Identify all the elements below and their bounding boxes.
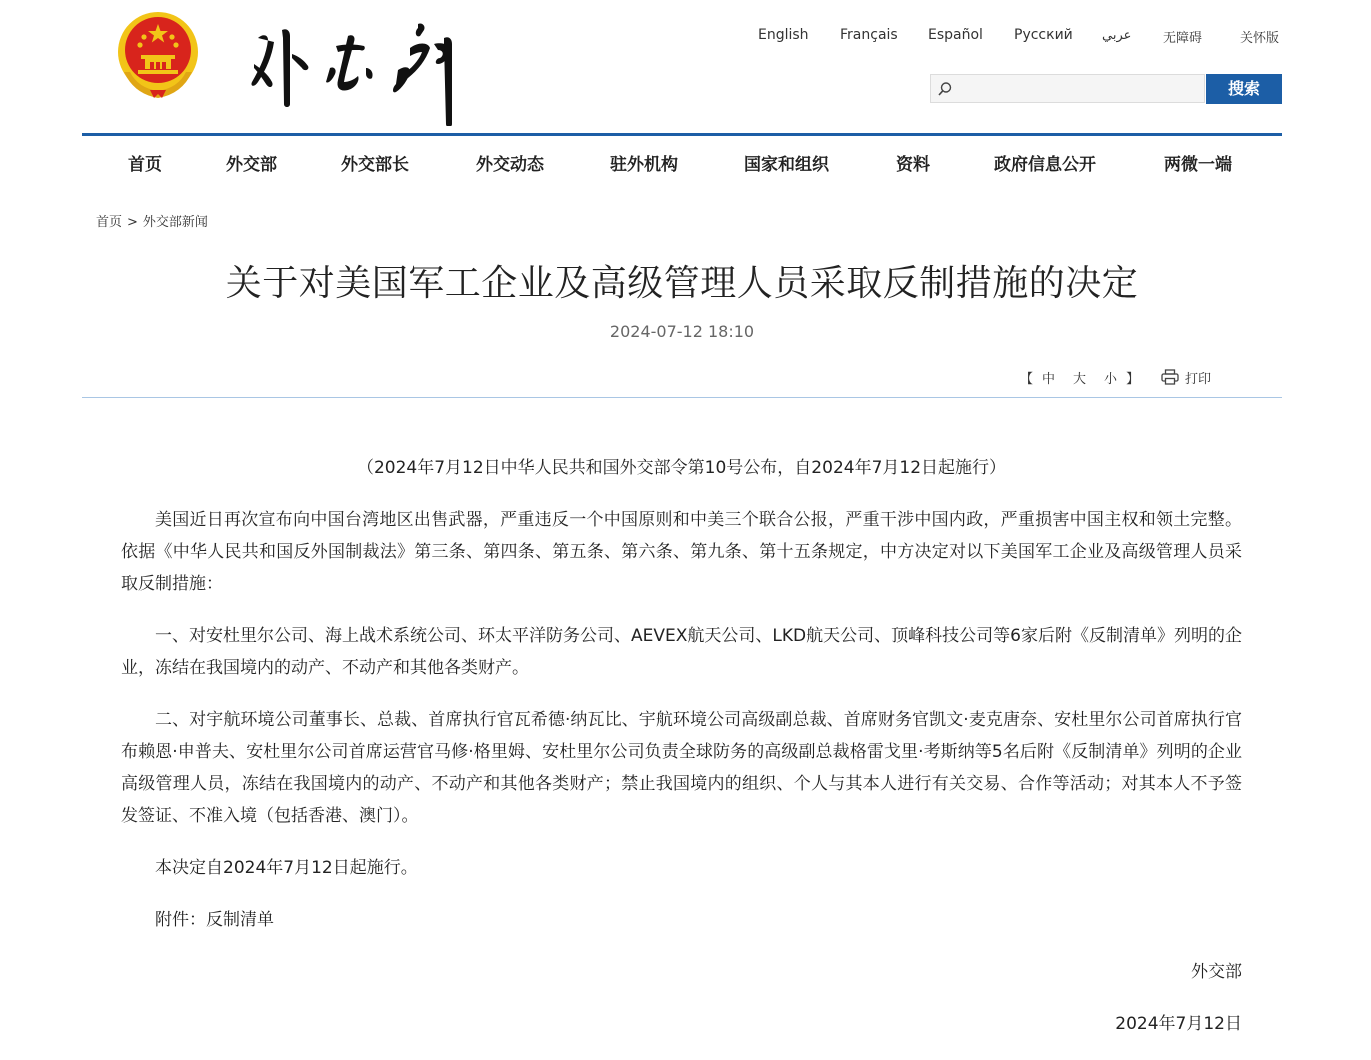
search-field[interactable]	[930, 74, 1205, 103]
lang-russian-link[interactable]: Русский	[1014, 27, 1073, 43]
ministry-calligraphy-logo	[238, 8, 468, 126]
breadcrumb-separator: >	[127, 215, 138, 230]
signature: 外交部	[1191, 962, 1242, 982]
font-size-bracket-close: 】	[1126, 372, 1140, 387]
font-size-large-button[interactable]: 中	[1042, 372, 1056, 387]
accessibility-link[interactable]: 无障碍	[1163, 31, 1203, 46]
nav-item-resources[interactable]: 资料	[896, 155, 930, 175]
search-button[interactable]: 搜索	[1206, 74, 1282, 104]
font-size-medium-button[interactable]: 大	[1073, 372, 1087, 387]
search-input[interactable]	[955, 75, 1204, 104]
article-body	[121, 452, 1242, 1060]
article-paragraph: 本决定自2024年7月12日起施行。	[155, 858, 418, 878]
article-subtitle: （2024年7月12日中华人民共和国外交部令第10号公布，自2024年7月12日起施行）	[356, 458, 1007, 478]
nav-item-home[interactable]: 首页	[128, 155, 162, 175]
nav-item-social-media[interactable]: 两微一端	[1164, 155, 1232, 175]
attachment-line: 附件：反制清单	[155, 910, 274, 930]
title-divider	[82, 397, 1282, 398]
nav-item-minister[interactable]: 外交部长	[341, 155, 409, 175]
elderly-care-mode-link[interactable]: 关怀版	[1240, 31, 1280, 46]
lang-spanish-link[interactable]: Español	[928, 27, 983, 43]
nav-item-gov-info[interactable]: 政府信息公开	[994, 155, 1096, 175]
publish-date: 2024-07-12 18:10	[609, 322, 755, 341]
nav-item-diplomatic-news[interactable]: 外交动态	[476, 155, 544, 175]
article-tools	[1020, 368, 1212, 388]
lang-english-link[interactable]: English	[758, 27, 809, 43]
national-emblem-logo	[114, 10, 202, 100]
search-icon	[937, 81, 953, 97]
breadcrumb-current-link[interactable]: 外交部新闻	[142, 215, 208, 230]
breadcrumb-home-link[interactable]: 首页	[96, 215, 123, 230]
nav-item-ministry[interactable]: 外交部	[226, 155, 277, 175]
nav-top-rule	[82, 133, 1282, 136]
nav-item-missions-abroad[interactable]: 驻外机构	[610, 155, 678, 175]
print-button[interactable]: 打印	[1185, 372, 1212, 387]
breadcrumb	[96, 211, 208, 230]
nav-item-countries-orgs[interactable]: 国家和组织	[744, 155, 829, 175]
signature-date: 2024年7月12日	[1115, 1014, 1242, 1034]
lang-arabic-link[interactable]: عربي	[1102, 28, 1132, 43]
article-paragraph: 美国近日再次宣布向中国台湾地区出售武器，严重违反一个中国原则和中美三个联合公报，严重干涉中国内政，严重损害中国主权和领土完整。依据《中华人民共和国反外国制裁法》第三条、第四条、第五条、第六条、第九条、第十五条规定，中方决定对以下美国军工企业及高级管理人员采取反制措施：	[121, 510, 1242, 594]
article-paragraph: 二、对宇航环境公司董事长、总裁、首席执行官瓦希德·纳瓦比、宇航环境公司高级副总裁、首席财务官凯文·麦克唐奈、安杜里尔公司首席执行官布赖恩·申普夫、安杜里尔公司首席运营官马修·格里姆、安杜里尔公司负责全球防务的高级副总裁格雷戈里·考斯纳等5名后附《反制清单》列明的企业高级管理人员，冻结在我国境内的动产、不动产和其他各类财产；禁止我国境内的组织、个人与其本人进行有关交易、合作等活动；对其本人不予签发签证、不准入境（包括香港、澳门）。	[121, 710, 1242, 826]
lang-french-link[interactable]: Français	[840, 27, 898, 43]
print-icon[interactable]	[1161, 369, 1179, 385]
font-size-bracket-open: 【	[1020, 372, 1034, 387]
page-title: 关于对美国军工企业及高级管理人员采取反制措施的决定	[225, 263, 1139, 304]
font-size-small-button[interactable]: 小	[1104, 372, 1118, 387]
article-paragraph: 一、对安杜里尔公司、海上战术系统公司、环太平洋防务公司、AEVEX航天公司、LKD航天公司、顶峰科技公司等6家后附《反制清单》列明的企业，冻结在我国境内的动产、不动产和其他各类财产。	[121, 626, 1242, 678]
